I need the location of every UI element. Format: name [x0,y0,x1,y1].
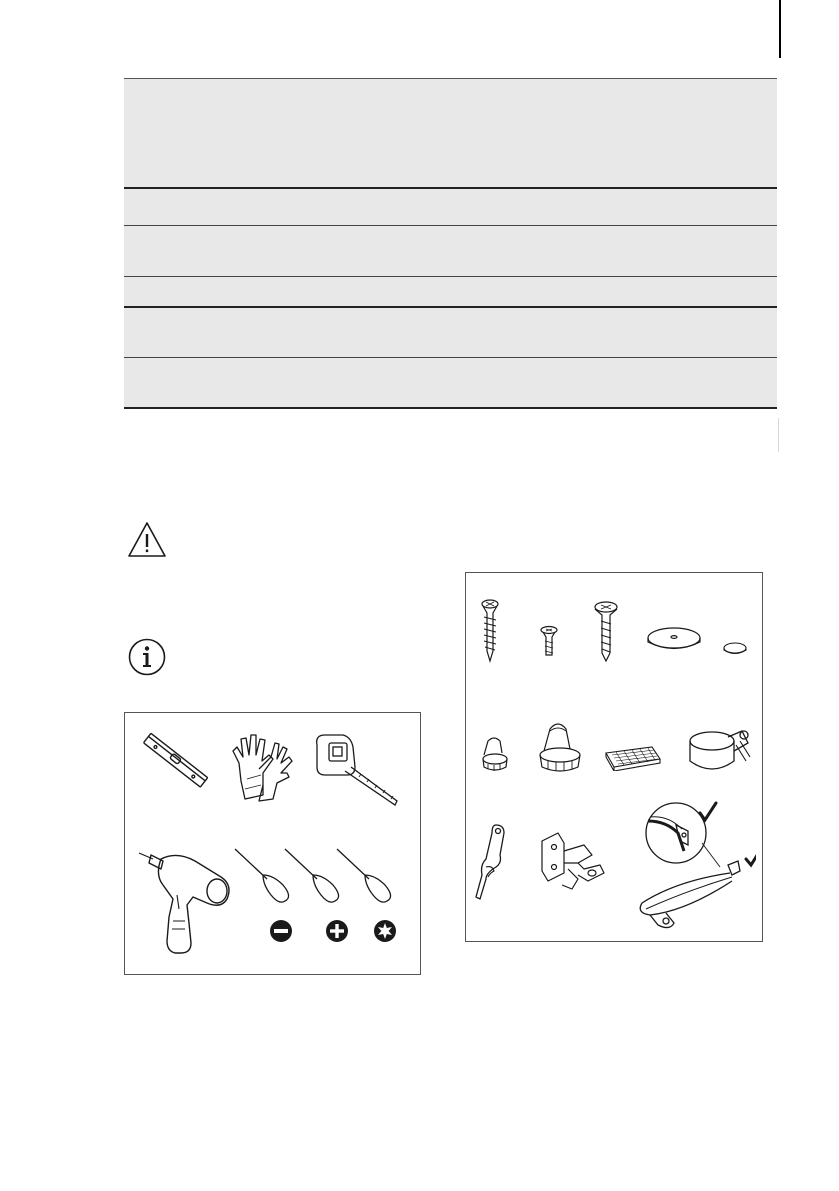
cable-clip-icon [480,733,510,773]
parts-panel [465,572,763,942]
spanner-icon [474,821,508,901]
spec-table-row [124,226,777,277]
tools-panel [124,712,421,975]
drill-icon [137,839,237,959]
info-circle-icon [127,637,167,677]
warning-triangle-icon [127,520,167,560]
tape-measure-icon [311,731,401,809]
screwdriver-icon [283,845,343,905]
spec-table-row [124,189,777,226]
screwdriver-icon [335,845,395,905]
small-washer-icon [722,641,748,657]
page-edge-tab [779,0,781,58]
phillips-head-icon [325,919,349,943]
flat-screw-icon [592,601,620,663]
spirit-level-icon [137,725,213,797]
washer-icon [646,625,702,655]
hinge-icon [538,829,608,895]
pipe-clamp-icon [688,721,754,777]
wood-screw-icon [478,599,502,663]
spec-table-row [124,358,777,409]
spec-table-row [124,78,777,189]
spec-table [124,78,777,409]
spec-table-row [124,308,777,358]
ground-cable-icon [636,801,756,937]
flat-head-icon [269,919,293,943]
cable-clip-large-icon [536,719,586,775]
torx-head-icon [373,919,397,943]
spec-table-row [124,277,777,308]
page-edge-marker [778,418,779,452]
filter-pad-icon [604,745,662,771]
gloves-icon [229,729,295,805]
short-screw-icon [538,625,560,659]
